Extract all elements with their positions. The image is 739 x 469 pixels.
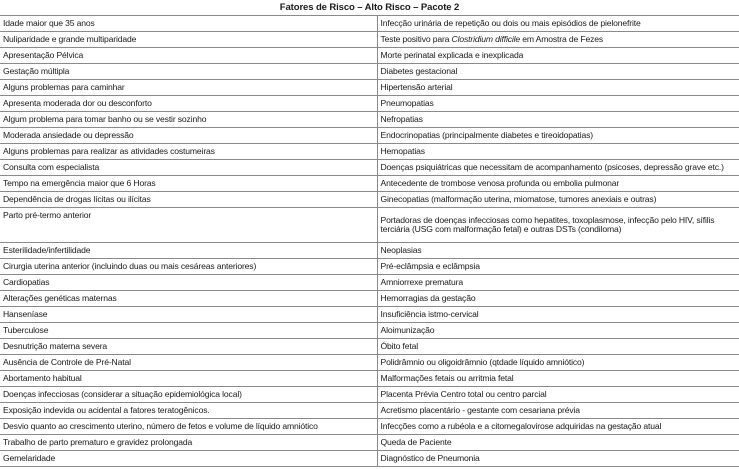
right-cell: Infecções como a rubéola e a citomegalovirose adquiridas na gestação atual <box>377 419 739 435</box>
left-cell: Alguns problemas para caminhar <box>0 80 377 96</box>
table-row <box>0 323 739 339</box>
right-cell: Aloimunização <box>377 323 739 339</box>
left-cell: Abortamento habitual <box>0 371 377 387</box>
table-row <box>0 419 739 435</box>
left-cell: Gestação múltipla <box>0 64 377 80</box>
left-cell: Trabalho de parto prematuro e gravidez prolongada <box>0 435 377 451</box>
right-cell: Pneumopatias <box>377 96 739 112</box>
table-row <box>0 307 739 323</box>
table-row <box>0 160 739 176</box>
table-row <box>0 144 739 160</box>
right-cell: Acretismo placentário - gestante com cesariana prévia <box>377 403 739 419</box>
right-cell: Hipertensão arterial <box>377 80 739 96</box>
right-cell: Placenta Prévia Centro total ou centro parcial <box>377 387 739 403</box>
table-row <box>0 96 739 112</box>
right-cell: Diabetes gestacional <box>377 64 739 80</box>
right-cell-text-pre: Teste positivo para <box>380 33 452 44</box>
left-cell: Hanseníase <box>0 307 377 323</box>
right-cell: Nefropatias <box>377 112 739 128</box>
left-cell: Ausência de Controle de Pré-Natal <box>0 355 377 371</box>
right-cell: Polidrâmnio ou oligoidrâmnio (qtdade líquido amniótico) <box>377 355 739 371</box>
table-row <box>0 451 739 467</box>
left-cell: Alterações genéticas maternas <box>0 291 377 307</box>
left-cell: Idade maior que 35 anos <box>0 16 377 32</box>
right-cell: Doenças psiquiátricas que necessitam de acompanhamento (psicoses, depressão grave etc.) <box>377 160 739 176</box>
table-row <box>0 403 739 419</box>
left-cell: Esterilidade/infertilidade <box>0 243 377 259</box>
risk-factors-table <box>0 15 739 467</box>
table-row <box>0 243 739 259</box>
table-row <box>0 64 739 80</box>
right-cell-text-post: em Amostra de Fezes <box>520 33 604 44</box>
left-cell: Cirurgia uterina anterior (incluindo duas ou mais cesáreas anteriores) <box>0 259 377 275</box>
left-cell: Apresentação Pélvica <box>0 48 377 64</box>
right-cell: Diagnóstico de Pneumonia <box>377 451 739 467</box>
right-cell: Hemorragias da gestação <box>377 291 739 307</box>
table-row <box>0 291 739 307</box>
right-cell: Portadoras de doenças infecciosas como hepatites, toxoplasmose, infecção pelo HIV, sífilis terciária (USG com malformação fetal) e outras DSTs (condiloma) <box>377 208 739 243</box>
left-cell: Doenças infecciosas (considerar a situação epidemiológica local) <box>0 387 377 403</box>
left-cell: Nuliparidade e grande multiparidade <box>0 32 377 48</box>
table-row <box>0 339 739 355</box>
table-row <box>0 176 739 192</box>
right-cell <box>377 32 739 48</box>
left-cell: Desvio quanto ao crescimento uterino, número de fetos e volume de líquido amniótico <box>0 419 377 435</box>
table-row <box>0 16 739 32</box>
right-cell: Morte perinatal explicada e inexplicada <box>377 48 739 64</box>
left-cell: Moderada ansiedade ou depressão <box>0 128 377 144</box>
right-cell: Queda de Paciente <box>377 435 739 451</box>
left-cell: Tempo na emergência maior que 6 Horas <box>0 176 377 192</box>
table-row <box>0 387 739 403</box>
left-cell: Apresenta moderada dor ou desconforto <box>0 96 377 112</box>
right-cell: Insuficiência istmo-cervical <box>377 307 739 323</box>
right-cell: Pré-eclâmpsia e eclâmpsia <box>377 259 739 275</box>
left-cell: Exposição indevida ou acidental a fatores teratogênicos. <box>0 403 377 419</box>
left-cell: Parto pré-termo anterior <box>0 208 377 243</box>
table-row <box>0 80 739 96</box>
left-cell: Alguns problemas para realizar as atividades costumeiras <box>0 144 377 160</box>
left-cell: Cardiopatias <box>0 275 377 291</box>
right-cell: Endocrinopatias (principalmente diabetes e tireoidopatias) <box>377 128 739 144</box>
table-row <box>0 32 739 48</box>
right-cell: Antecedente de trombose venosa profunda ou embolia pulmonar <box>377 176 739 192</box>
table-row <box>0 48 739 64</box>
table-row <box>0 355 739 371</box>
table-row <box>0 435 739 451</box>
right-cell: Infecção urinária de repetição ou dois ou mais episódios de pielonefrite <box>377 16 739 32</box>
right-cell: Óbito fetal <box>377 339 739 355</box>
table-row <box>0 208 739 243</box>
right-cell: Malformações fetais ou arritmia fetal <box>377 371 739 387</box>
right-cell: Amniorrexe prematura <box>377 275 739 291</box>
right-cell-text-italic: Clostridium difficile <box>451 33 521 44</box>
table-row <box>0 371 739 387</box>
table-row <box>0 112 739 128</box>
right-cell: Ginecopatias (malformação uterina, miomatose, tumores anexiais e outras) <box>377 192 739 208</box>
table-row <box>0 128 739 144</box>
right-cell: Neoplasias <box>377 243 739 259</box>
left-cell: Dependência de drogas lícitas ou ilícitas <box>0 192 377 208</box>
left-cell: Desnutrição materna severa <box>0 339 377 355</box>
left-cell: Consulta com especialista <box>0 160 377 176</box>
table-title: Fatores de Risco – Alto Risco – Pacote 2 <box>279 2 460 13</box>
left-cell: Tuberculose <box>0 323 377 339</box>
left-cell: Algum problema para tomar banho ou se vestir sozinho <box>0 112 377 128</box>
table-row <box>0 259 739 275</box>
left-cell: Gemelaridade <box>0 451 377 467</box>
right-cell: Hemopatias <box>377 144 739 160</box>
table-row <box>0 275 739 291</box>
table-row <box>0 192 739 208</box>
